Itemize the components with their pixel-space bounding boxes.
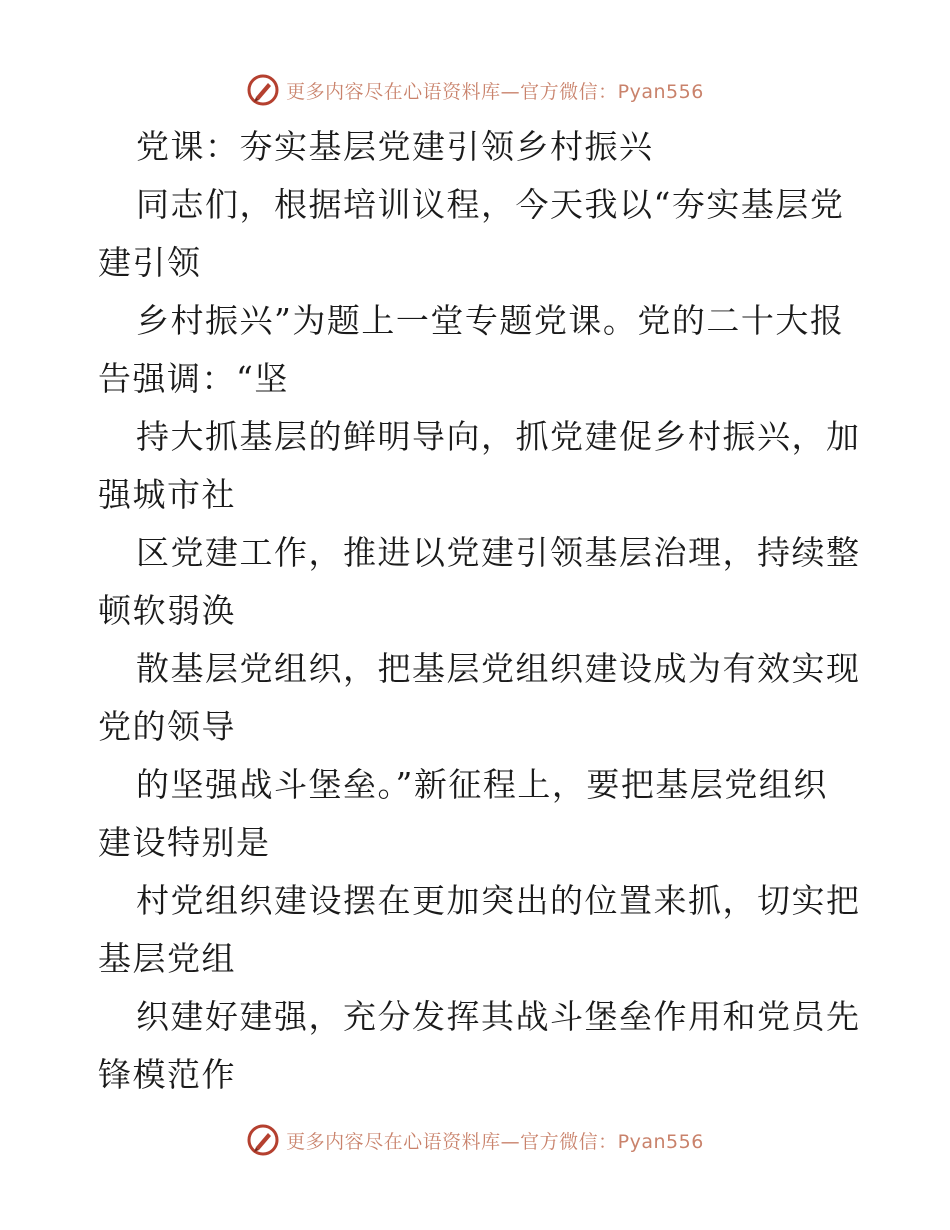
text-line: 乡村振兴”为题上一堂专题党课。党的二十大报	[136, 301, 845, 340]
text-line: 织建好建强，充分发挥其战斗堡垒作用和党员先	[136, 997, 861, 1036]
text-line: 持大抓基层的鲜明导向，抓党建促乡村振兴，加	[136, 417, 861, 456]
text-line: 党课：夯实基层党建引领乡村振兴	[136, 127, 654, 166]
text-line: 基层党组	[98, 939, 236, 978]
text-line: 党的领导	[98, 707, 236, 746]
text-line: 告强调：“坚	[98, 359, 289, 398]
text-line: 建引领	[98, 243, 202, 282]
footer-banner	[0, 1120, 950, 1160]
text-line: 散基层党组织，把基层党组织建设成为有效实现	[136, 649, 861, 688]
pen-logo-icon	[246, 73, 280, 107]
text-line: 村党组织建设摆在更加突出的位置来抓，切实把	[136, 881, 861, 920]
pen-logo-icon	[246, 1123, 280, 1157]
text-line: 强城市社	[98, 475, 236, 514]
header-banner	[0, 70, 950, 110]
text-line: 同志们，根据培训议程，今天我以“夯实基层党	[136, 185, 845, 224]
text-line: 建设特别是	[98, 823, 271, 862]
document-body	[98, 118, 861, 1104]
text-line: 锋模范作	[98, 1055, 236, 1094]
footer-banner-text: 更多内容尽在心语资料库—官方微信：Pyan556	[286, 1130, 704, 1153]
text-line: 区党建工作，推进以党建引领基层治理，持续整	[136, 533, 861, 572]
text-line: 顿软弱涣	[98, 591, 236, 630]
text-line: 的坚强战斗堡垒。”新征程上，要把基层党组织	[136, 765, 828, 804]
header-banner-text: 更多内容尽在心语资料库—官方微信：Pyan556	[286, 80, 704, 103]
